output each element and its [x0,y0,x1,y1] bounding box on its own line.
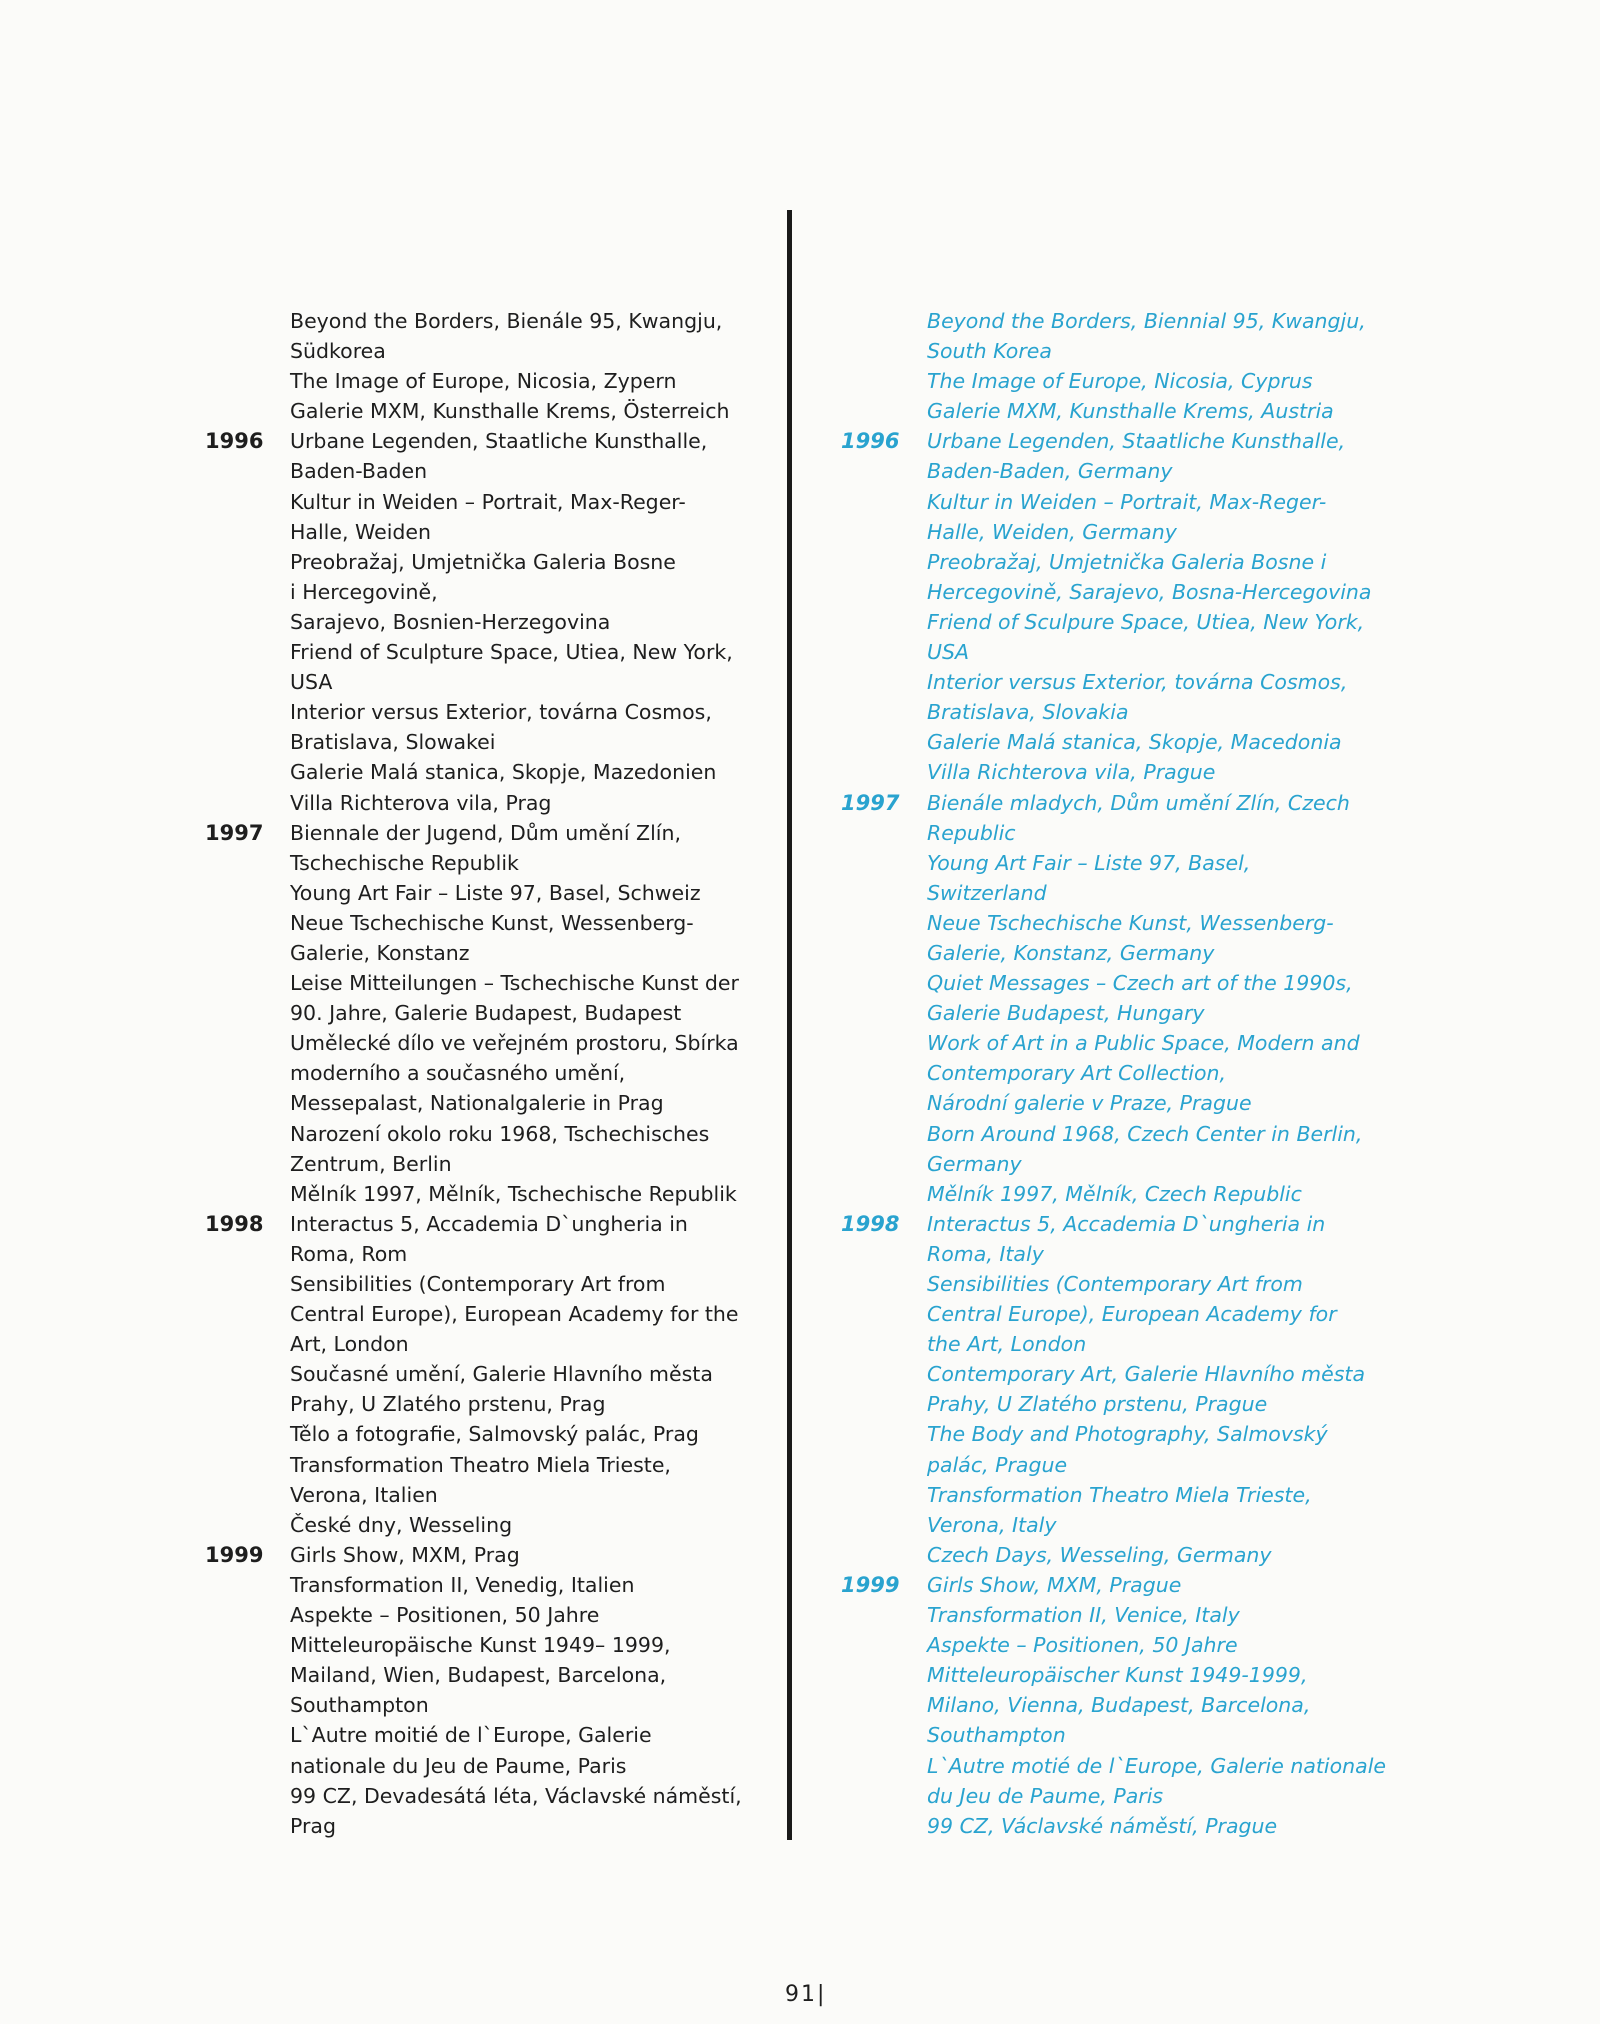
exhibition-entry [290,1450,780,1510]
exhibition-entry [927,727,1427,757]
exhibition-text-line: Halle, Weiden [290,519,432,544]
exhibition-text-line: Interior versus Exterior, továrna Cosmos, [290,700,712,725]
exhibition-text-line: Mailand, Wien, Budapest, Barcelona, [290,1663,667,1688]
exhibition-text-line: USA [290,670,333,695]
exhibition-text-line: Republic [927,820,1016,845]
exhibition-text-line: Současné umění, Galerie Hlavního města [290,1362,713,1387]
page-number: 91| [785,1982,827,2007]
exhibition-text-line: moderního a současného umění, [290,1061,626,1086]
exhibition-text-line: Friend of Sculpture Space, Utiea, New York, [290,640,733,665]
exhibition-text-line: Bratislava, Slowakei [290,730,496,755]
exhibition-text-line: i Hercegovině, [290,579,438,604]
exhibition-text-line: Prahy, U Zlatého prstenu, Prague [927,1392,1268,1417]
exhibition-text-line: palác, Prague [927,1452,1068,1477]
exhibition-entry [205,1540,780,1570]
exhibition-text-line: Zentrum, Berlin [290,1151,452,1176]
exhibition-text-line: the Art, London [927,1332,1087,1357]
exhibition-text-line: 99 CZ, Václavské náměstí, Prague [927,1813,1278,1838]
exhibition-text-line: Preobražaj, Umjetnička Galeria Bosne [290,549,676,574]
exhibition-entry [290,878,780,908]
exhibition-text-line: L`Autre moitié de l`Europe, Galerie [290,1723,652,1748]
exhibition-text-line: Biennale der Jugend, Dům umění Zlín, [290,820,682,845]
year-label: 1997 [841,790,900,815]
exhibition-text-line: Girls Show, MXM, Prague [927,1572,1182,1597]
exhibition-text-line: Roma, Italy [927,1241,1044,1266]
exhibition-entry [927,1119,1427,1179]
exhibition-entry [841,426,1427,486]
year-label: 1997 [205,820,264,845]
exhibition-entry [927,487,1427,547]
exhibition-text-line: Aspekte – Positionen, 50 Jahre [290,1603,600,1628]
exhibition-text-line: Mělník 1997, Mělník, Czech Republic [927,1181,1302,1206]
exhibition-text-line: Transformation Theatro Miela Trieste, [290,1452,671,1477]
exhibition-text-line: Transformation II, Venice, Italy [927,1603,1240,1628]
exhibition-text-line: Verona, Italy [927,1512,1057,1537]
exhibition-text-line: Transformation II, Venedig, Italien [290,1572,635,1597]
exhibition-text-line: Prag [290,1813,337,1838]
exhibition-text-line: Bienále mladych, Dům umění Zlín, Czech [927,790,1350,815]
exhibition-entry [290,968,780,1028]
exhibition-entry [927,1540,1427,1570]
exhibition-entry [927,757,1427,787]
exhibition-entry [927,1419,1427,1479]
exhibition-entry [290,1179,780,1209]
exhibition-list-english [841,306,1427,1841]
exhibition-entry [290,1570,780,1600]
exhibition-text-line: Interactus 5, Accademia D`ungheria in [290,1211,688,1236]
exhibition-text-line: Transformation Theatro Miela Trieste, [927,1482,1312,1507]
exhibition-entry [290,1720,780,1780]
exhibition-text-line: Neue Tschechische Kunst, Wessenberg- [927,910,1334,935]
exhibition-entry [927,1751,1427,1811]
exhibition-entry [290,1781,780,1841]
exhibition-text-line: Mitteleuropäischer Kunst 1949-1999, [927,1663,1308,1688]
exhibition-text-line: Southampton [290,1693,429,1718]
exhibition-entry [290,1269,780,1359]
exhibition-entry [927,547,1427,607]
year-label: 1996 [205,429,264,454]
exhibition-entry [927,396,1427,426]
exhibition-entry [927,1269,1427,1359]
exhibition-entry [927,667,1427,727]
exhibition-text-line: du Jeu de Paume, Paris [927,1783,1164,1808]
exhibition-text-line: Hercegovině, Sarajevo, Bosna-Hercegovina [927,579,1372,604]
year-label: 1999 [205,1542,264,1567]
exhibition-entry [205,426,780,486]
exhibition-text-line: Preobražaj, Umjetnička Galeria Bosne i [927,549,1327,574]
column-divider [787,210,792,1840]
exhibition-text-line: Born Around 1968, Czech Center in Berlin, [927,1121,1363,1146]
exhibition-text-line: Mělník 1997, Mělník, Tschechische Republik [290,1181,737,1206]
exhibition-text-line: Friend of Sculpure Space, Utiea, New York, [927,609,1365,634]
exhibition-text-line: Interior versus Exterior, továrna Cosmos, [927,670,1348,695]
exhibition-text-line: Halle, Weiden, Germany [927,519,1177,544]
year-label: 1998 [205,1211,264,1236]
year-label: 1998 [841,1211,900,1236]
year-label: 1996 [841,429,900,454]
exhibition-text-line: nationale du Jeu de Paume, Paris [290,1753,627,1778]
exhibition-entry [290,697,780,757]
exhibition-text-line: Beyond the Borders, Bienále 95, Kwangju, [290,309,723,333]
exhibition-entry [290,1119,780,1179]
exhibition-text-line: Milano, Vienna, Budapest, Barcelona, [927,1693,1311,1718]
exhibition-text-line: Quiet Messages – Czech art of the 1990s, [927,971,1353,996]
exhibition-text-line: Roma, Rom [290,1241,408,1266]
exhibition-text-line: Central Europe), European Academy for [927,1302,1337,1327]
exhibition-entry [927,1179,1427,1209]
exhibition-text-line: The Image of Europe, Nicosia, Cyprus [927,369,1313,394]
exhibition-entry [290,908,780,968]
exhibition-text-line: Narození okolo roku 1968, Tschechisches [290,1121,710,1146]
exhibition-entry [290,1510,780,1540]
exhibition-text-line: Work of Art in a Public Space, Modern and [927,1031,1360,1056]
exhibition-text-line: Kultur in Weiden – Portrait, Max-Reger- [927,489,1327,514]
exhibition-entry [290,637,780,697]
exhibition-entry [927,607,1427,667]
exhibition-text-line: Umělecké dílo ve veřejném prostoru, Sbírka [290,1031,739,1056]
exhibition-entry [841,1209,1427,1269]
exhibition-list-german [205,306,780,1841]
exhibition-text-line: Villa Richterova vila, Prag [290,790,552,815]
exhibition-entry [290,1419,780,1449]
exhibition-text-line: South Korea [927,339,1052,364]
exhibition-text-line: Sensibilities (Contemporary Art from [290,1272,666,1296]
exhibition-text-line: Beyond the Borders, Biennial 95, Kwangju, [927,309,1366,333]
exhibition-entry [927,848,1427,908]
exhibition-text-line: Young Art Fair – Liste 97, Basel, [927,850,1251,875]
exhibition-text-line: The Image of Europe, Nicosia, Zypern [290,369,677,394]
exhibition-text-line: Tělo a fotografie, Salmovský palác, Prag [290,1422,699,1447]
exhibition-text-line: České dny, Wesseling [290,1512,513,1537]
exhibition-entry [927,306,1427,366]
exhibition-entry [290,1028,780,1118]
exhibition-text-line: Aspekte – Positionen, 50 Jahre [927,1633,1238,1658]
exhibition-entry [290,757,780,787]
exhibition-text-line: Contemporary Art Collection, [927,1061,1227,1086]
exhibition-entry [205,818,780,878]
exhibition-text-line: Czech Days, Wesseling, Germany [927,1542,1272,1567]
exhibition-text-line: 90. Jahre, Galerie Budapest, Budapest [290,1001,682,1026]
exhibition-text-line: Prahy, U Zlatého prstenu, Prag [290,1392,606,1417]
exhibition-entry [841,788,1427,848]
exhibition-entry [290,547,780,637]
exhibition-text-line: Bratislava, Slovakia [927,700,1129,725]
exhibition-text-line: Galerie Budapest, Hungary [927,1001,1205,1026]
exhibition-entry [927,1480,1427,1540]
exhibition-text-line: Národní galerie v Praze, Prague [927,1091,1252,1116]
exhibition-text-line: Mitteleuropäische Kunst 1949– 1999, [290,1633,671,1658]
exhibition-entry [290,366,780,396]
exhibition-entry [927,366,1427,396]
exhibition-text-line: Galerie MXM, Kunsthalle Krems, Austria [927,399,1334,424]
exhibition-text-line: Südkorea [290,339,386,364]
exhibition-text-line: Girls Show, MXM, Prag [290,1542,520,1567]
exhibition-entry [290,487,780,547]
exhibition-text-line: Galerie Malá stanica, Skopje, Mazedonien [290,760,717,785]
exhibition-text-line: Southampton [927,1723,1066,1748]
exhibition-text-line: Switzerland [927,880,1047,905]
exhibition-text-line: Urbane Legenden, Staatliche Kunsthalle, [290,429,708,454]
exhibition-text-line: Baden-Baden, Germany [927,459,1173,484]
exhibition-text-line: Central Europe), European Academy for the [290,1302,739,1327]
exhibition-entry [927,908,1427,968]
exhibition-entry [927,968,1427,1028]
exhibition-entry [290,1600,780,1720]
exhibition-text-line: Galerie, Konstanz, Germany [927,940,1215,965]
exhibition-text-line: Neue Tschechische Kunst, Wessenberg- [290,910,694,935]
exhibition-text-line: Galerie MXM, Kunsthalle Krems, Österreich [290,399,730,424]
year-label: 1999 [841,1572,900,1597]
exhibition-text-line: Tschechische Republik [290,850,519,875]
exhibition-entry [290,1359,780,1419]
exhibition-text-line: Sensibilities (Contemporary Art from [927,1272,1303,1296]
exhibition-text-line: Galerie, Konstanz [290,940,470,965]
exhibition-text-line: Kultur in Weiden – Portrait, Max-Reger- [290,489,686,514]
exhibition-text-line: L`Autre motié de l`Europe, Galerie nationale [927,1753,1387,1778]
exhibition-text-line: Urbane Legenden, Staatliche Kunsthalle, [927,429,1346,454]
exhibition-entry [205,1209,780,1269]
exhibition-text-line: 99 CZ, Devadesátá léta, Václavské náměstí, [290,1783,742,1808]
exhibition-text-line: Germany [927,1151,1022,1176]
exhibition-entry [927,1359,1427,1419]
exhibition-text-line: Verona, Italien [290,1482,438,1507]
exhibition-text-line: Baden-Baden [290,459,428,484]
exhibition-text-line: Young Art Fair – Liste 97, Basel, Schweiz [290,880,701,905]
exhibition-entry [927,1028,1427,1118]
exhibition-text-line: Contemporary Art, Galerie Hlavního města [927,1362,1366,1387]
exhibition-text-line: Art, London [290,1332,409,1357]
exhibition-text-line: Villa Richterova vila, Prague [927,760,1216,785]
exhibition-entry [290,788,780,818]
exhibition-text-line: Messepalast, Nationalgalerie in Prag [290,1091,664,1116]
exhibition-text-line: Galerie Malá stanica, Skopje, Macedonia [927,730,1342,755]
exhibition-text-line: Interactus 5, Accademia D`ungheria in [927,1211,1326,1236]
exhibition-entry [927,1630,1427,1750]
exhibition-entry [841,1570,1427,1600]
exhibition-text-line: Sarajevo, Bosnien-Herzegovina [290,609,611,634]
exhibition-text-line: USA [927,640,970,665]
exhibition-text-line: The Body and Photography, Salmovský [927,1422,1328,1447]
exhibition-entry [927,1600,1427,1630]
exhibition-text-line: Leise Mitteilungen – Tschechische Kunst der [290,971,739,996]
exhibition-entry [290,306,780,366]
exhibition-entry [927,1811,1427,1841]
exhibition-entry [290,396,780,426]
